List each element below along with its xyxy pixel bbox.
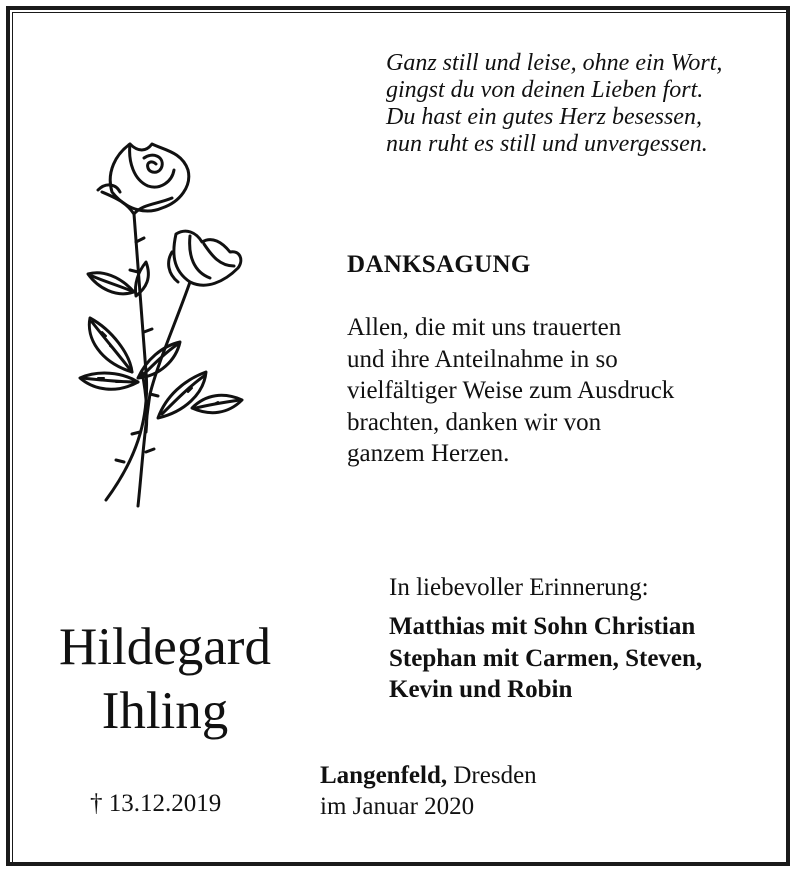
place-date xyxy=(320,760,537,822)
first-name: Hildegard xyxy=(59,618,271,676)
family-line: Kevin und Robin xyxy=(389,676,573,703)
poem xyxy=(386,50,776,158)
rose-icon xyxy=(72,132,252,512)
thanks-line: brachten, danken wir von xyxy=(347,408,602,436)
poem-line: Du hast ein gutes Herz besessen, xyxy=(386,104,702,130)
poem-line: gingst du von deinen Lieben fort. xyxy=(386,77,704,103)
thanks-line: ganzem Herzen. xyxy=(347,440,510,467)
deceased-name xyxy=(40,615,290,743)
poem-line: Ganz still und leise, ohne ein Wort, xyxy=(386,50,723,76)
family-line: Stephan mit Carmen, Steven, xyxy=(389,644,703,672)
death-date: † 13.12.2019 xyxy=(90,790,222,817)
thanks-line: vielfältiger Weise zum Ausdruck xyxy=(347,377,675,404)
date-line: im Januar 2020 xyxy=(320,793,475,820)
city-rest: Dresden xyxy=(447,762,537,789)
memory-intro: In liebevoller Erinnerung: xyxy=(389,574,649,601)
thanks-line: Allen, die mit uns trauerten xyxy=(347,314,622,341)
poem-line: nun ruht es still und unvergessen. xyxy=(386,131,708,157)
thanks-text xyxy=(347,312,747,470)
city-bold: Langenfeld, xyxy=(320,762,448,789)
last-name: Ihling xyxy=(101,682,229,740)
family-names xyxy=(389,611,702,706)
family-line: Matthias mit Sohn Christian xyxy=(389,613,696,640)
heading-danksagung: DANKSAGUNG xyxy=(347,251,531,278)
thanks-line: und ihre Anteilnahme in so xyxy=(347,345,618,373)
place-line xyxy=(320,760,537,791)
